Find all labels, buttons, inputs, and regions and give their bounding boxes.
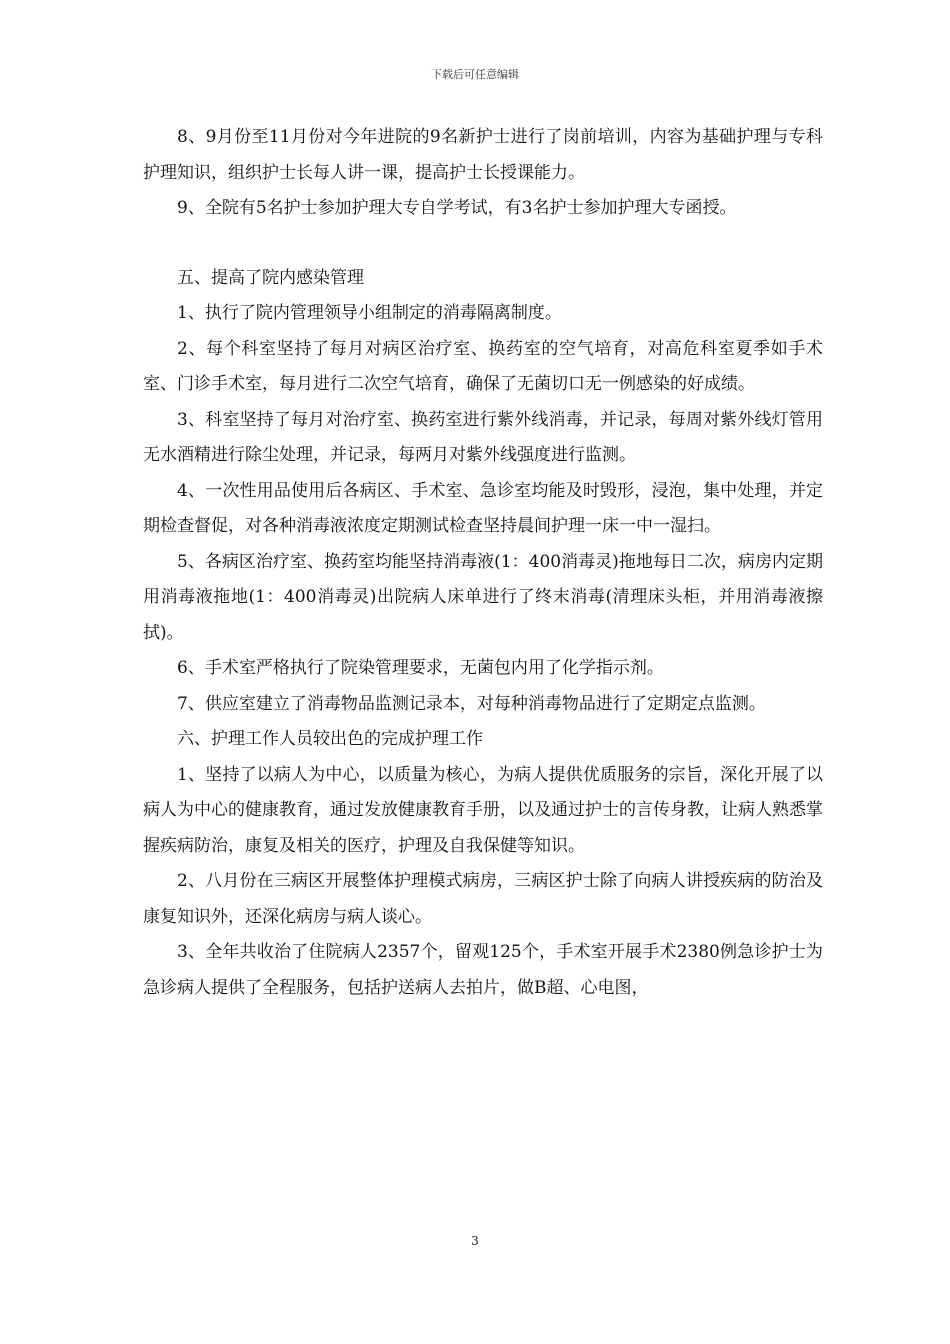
paragraph-5-7: 7、供应室建立了消毒物品监测记录本，对每种消毒物品进行了定期定点监测。: [177, 693, 766, 714]
paragraph-5-3: 3、科室坚持了每月对治疗室、换药室进行紫外线消毒，并记录，每周对紫外线灯管用无水酒精进行除尘处理，并记录，每两月对紫外线强度进行监测。: [143, 409, 823, 465]
paragraph-5-2: 2、每个科室坚持了每月对病区治疗室、换药室的空气培育，对高危科室夏季如手术室、门诊手术室，每月进行二次空气培育，确保了无菌切口无一例感染的好成绩。: [143, 338, 823, 394]
paragraph-5-5: 5、各病区治疗室、换药室均能坚持消毒液(1：400消毒灵)拖地每日二次，病房内定期用消毒液拖地(1：400消毒灵)出院病人床单进行了终末消毒(清理床头柜，并用消毒液擦拭)。: [143, 551, 823, 643]
page-number: 3: [471, 1234, 479, 1248]
paragraph-item-9: 9、全院有5名护士参加护理大专自学考试，有3名护士参加护理大专函授。: [177, 198, 737, 218]
paragraph-6-2: 2、八月份在三病区开展整体护理模式病房，三病区护士除了向病人讲授疾病的防治及康复知识外，还深化病房与病人谈心。: [143, 871, 823, 927]
page-header: 下载后可任意编辑: [431, 68, 519, 81]
document-body: [143, 120, 823, 1006]
section-spacer: [143, 227, 823, 261]
paragraph-item-8: 8、9月份至11月份对今年进院的9名新护士进行了岗前培训，内容为基础护理与专科护理知识，组织护士长每人讲一课，提高护士长授课能力。: [143, 127, 823, 183]
section-heading-6: 六、护理工作人员较出色的完成护理工作: [177, 729, 483, 749]
paragraph-5-1: 1、执行了院内管理领导小组制定的消毒隔离制度。: [177, 303, 562, 323]
section-heading-5: 五、提高了院内感染管理: [177, 267, 364, 288]
paragraph-5-6: 6、手术室严格执行了院染管理要求，无菌包内用了化学指示剂。: [177, 658, 664, 678]
paragraph-6-1: 1、坚持了以病人为中心，以质量为核心，为病人提供优质服务的宗旨，深化开展了以病人为中心的健康教育，通过发放健康教育手册，以及通过护士的言传身教，让病人熟悉掌握疾病防治，康复及相关的医疗，护理及自我保健等知识。: [143, 764, 823, 856]
paragraph-6-3: 3、全年共收治了住院病人2357个，留观125个，手术室开展手术2380例急诊护士为急诊病人提供了全程服务，包括护送病人去拍片，做B超、心电图，: [143, 942, 823, 998]
paragraph-5-4: 4、一次性用品使用后各病区、手术室、急诊室均能及时毁形，浸泡，集中处理，并定期检查督促，对各种消毒液浓度定期测试检查坚持晨间护理一床一中一湿扫。: [143, 480, 823, 536]
